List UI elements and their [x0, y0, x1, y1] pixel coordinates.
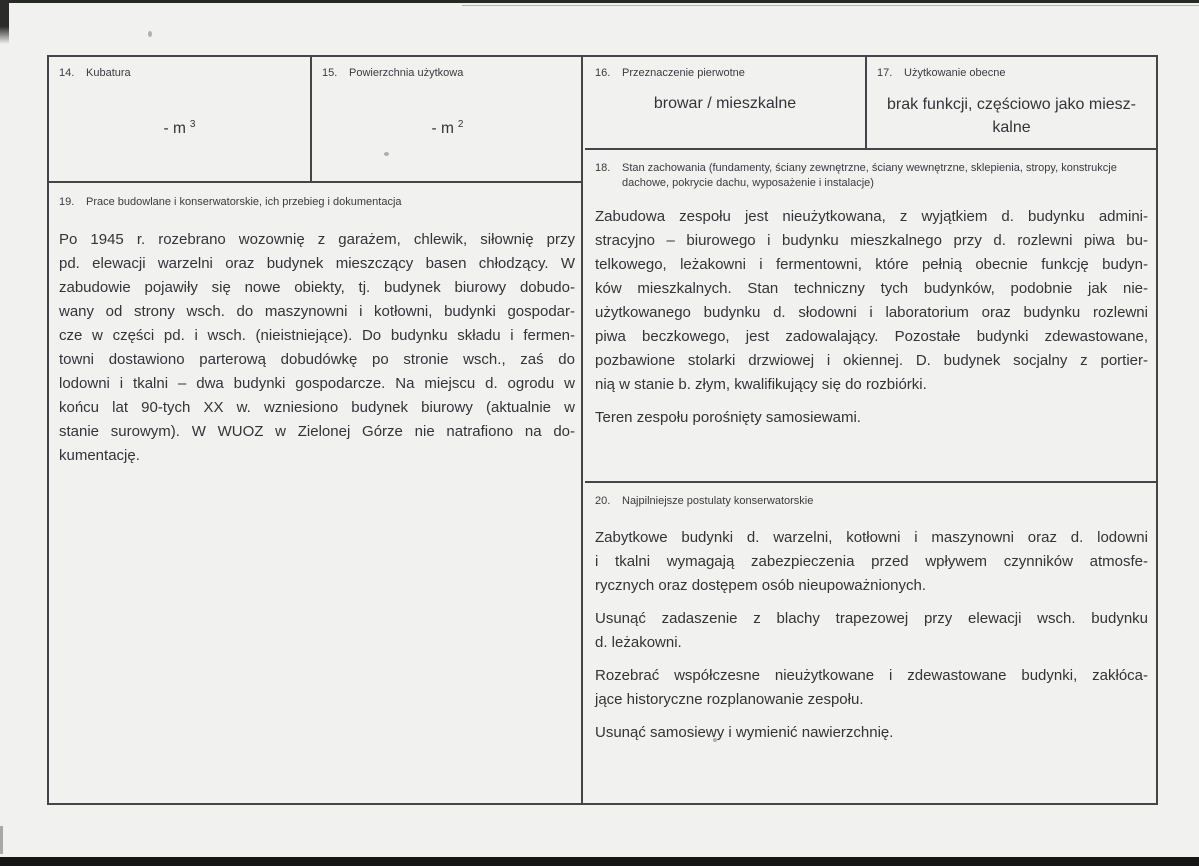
- text-line: pozbawione stolarki drzwiowej i okiennej. D. budynek socjalny z portier-: [595, 352, 1148, 369]
- field-label-text: Użytkowanie obecne: [904, 67, 1006, 79]
- scan-speck: [148, 31, 152, 37]
- field-label-text: Stan zachowania (fundamenty, ściany zewnętrzne, ściany wewnętrzne, sklepienia, stropy, konstrukcje dachowe, pokrycie dachu, wyposażenie i instalacje): [622, 162, 1117, 189]
- field-number: 18.: [595, 162, 611, 174]
- field-label-text: Przeznaczenie pierwotne: [622, 67, 745, 79]
- scan-artifact-corner: [0, 0, 9, 44]
- field-number: 15.: [322, 67, 338, 79]
- scan-artifact-top-edge: [0, 0, 1199, 3]
- field-15-value: [312, 119, 583, 138]
- field-18-label: [585, 150, 1156, 191]
- field-number: 20.: [595, 495, 611, 507]
- field-label-text: Prace budowlane i konserwatorskie, ich przebieg i dokumentacja: [86, 196, 402, 208]
- text-line: piwa beczkowego, jest zadowalający. Pozostałe budynki zdewastowane,: [595, 328, 1148, 345]
- text-line: Rozebrać współczesne nieużytkowane i zdewastowane budynki, zakłóca-: [595, 667, 1148, 684]
- paragraph: [595, 526, 1148, 598]
- scan-artifact-top-streak: [462, 5, 1199, 6]
- field-20-body-text: [595, 526, 1148, 745]
- paragraph: [595, 721, 1148, 745]
- field-14-kubatura: [49, 57, 312, 183]
- field-20-postulaty-konserwatorskie: [585, 483, 1156, 803]
- value-text: - m: [431, 120, 454, 137]
- field-16-label: [585, 57, 865, 81]
- field-20-label: [585, 483, 1156, 509]
- text-line: ków mieszkalnych. Stan techniczny tych budynków, podobnie jak nie-: [595, 280, 1148, 297]
- paragraph: [595, 205, 1148, 397]
- value-superscript: 2: [457, 119, 464, 130]
- field-label-text: Powierzchnia użytkowa: [349, 67, 464, 79]
- field-17-value: [871, 93, 1152, 139]
- field-number: 14.: [59, 67, 75, 79]
- text-line: cze w części pd. i wsch. (nieistniejące). Do budynku składu i fermen-: [59, 327, 575, 344]
- scan-artifact-bottom-edge: [0, 857, 1199, 866]
- field-17-label: [867, 57, 1156, 81]
- text-line: towni dostawiono parterową dobudówkę po stronie wsch., zaś do: [59, 351, 575, 368]
- field-19-label: [49, 183, 583, 210]
- text-line: Usunąć samosiewy i wymienić nawierzchnię.: [595, 724, 894, 741]
- field-15-powierzchnia-uzytkowa: [312, 57, 583, 183]
- text-line: zabudowie pojawiły się nowe obiekty, tj. budynek biurowy dobudo-: [59, 279, 575, 296]
- text-line: Zabudowa zespołu jest nieużytkowana, z wyjątkiem d. budynku admini-: [595, 208, 1148, 225]
- field-number: 17.: [877, 67, 893, 79]
- text-line: użytkowanego budynku d. słodowni i laboratorium oraz budynku rozlewni: [595, 304, 1148, 321]
- value-text: - m: [163, 120, 186, 137]
- text-line: kumentację.: [59, 447, 140, 464]
- text-line: stracyjno – biurowego i budynku mieszkalnego przy d. rozlewni piwa bu-: [595, 232, 1148, 249]
- text-line: Zabytkowe budynki d. warzelni, kotłowni i maszynowni oraz d. lodowni: [595, 529, 1148, 546]
- form-right-column: [585, 57, 1156, 803]
- field-14-label: [49, 57, 310, 81]
- field-17-uzytkowanie-obecne: [867, 57, 1156, 150]
- text-line: telkowego, leżakowni i fermentowni, które pełnią obecnie funkcję budyn-: [595, 256, 1148, 273]
- text-line: wany od strony wsch. do maszynowni i kotłowni, budynki gospodar-: [59, 303, 575, 320]
- text-line: lodowni i tkalni – dwa budynki gospodarcze. Na miejscu d. ogrodu w: [59, 375, 575, 392]
- form-left-column: [49, 57, 583, 803]
- field-19-prace-budowlane: [49, 183, 583, 803]
- text-line: i tkalni wymagają zabezpieczenia przed wpływem czynników atmosfe-: [595, 553, 1148, 570]
- field-number: 19.: [59, 196, 75, 208]
- field-15-label: [312, 57, 583, 81]
- text-line: pd. elewacji warzelni oraz budynek mieszczący basen chłodzący. W: [59, 255, 575, 272]
- heritage-form-table: [47, 55, 1158, 805]
- text-line: jące historyczne rozplanowanie zespołu.: [595, 691, 864, 708]
- text-line: Teren zespołu porośnięty samosiewami.: [595, 409, 861, 426]
- text-line: kalne: [992, 119, 1031, 136]
- field-18-stan-zachowania: [585, 150, 1156, 483]
- field-19-body-text: [59, 228, 575, 468]
- field-16-value: browar / mieszkalne: [653, 95, 797, 112]
- field-label-text: Najpilniejsze postulaty konserwatorskie: [622, 495, 814, 507]
- field-14-value: [49, 119, 310, 138]
- text-line: rycznych oraz dostępem osób nieupoważnionych.: [595, 577, 927, 594]
- text-line: d. leżakowni.: [595, 634, 682, 651]
- field-18-body-text: [595, 205, 1148, 430]
- text-line: końcu lat 90-tych XX w. wzniesiono budynek biurowy (aktualnie w: [59, 399, 575, 416]
- text-line: brak funkcji, częściowo jako miesz-: [887, 96, 1136, 113]
- paragraph: [595, 607, 1148, 655]
- paragraph: [595, 406, 1148, 430]
- paragraph: [595, 664, 1148, 712]
- field-16-przeznaczenie-pierwotne: [585, 57, 867, 150]
- field-label-text: Kubatura: [86, 67, 131, 79]
- text-line: nią w stanie b. złym, kwalifikujący się do rozbiórki.: [595, 376, 927, 393]
- text-line: Po 1945 r. rozebrano wozownię z garażem, chlewik, siłownię przy: [59, 231, 575, 248]
- value-superscript: 3: [189, 119, 196, 130]
- scan-artifact-left-mark: [0, 826, 3, 854]
- paragraph: [59, 228, 575, 468]
- text-line: Usunąć zadaszenie z blachy trapezowej przy elewacji wsch. budynku: [595, 610, 1148, 627]
- text-line: stanie surowym). W WUOZ w Zielonej Górze nie natrafiono na do-: [59, 423, 575, 440]
- field-number: 16.: [595, 67, 611, 79]
